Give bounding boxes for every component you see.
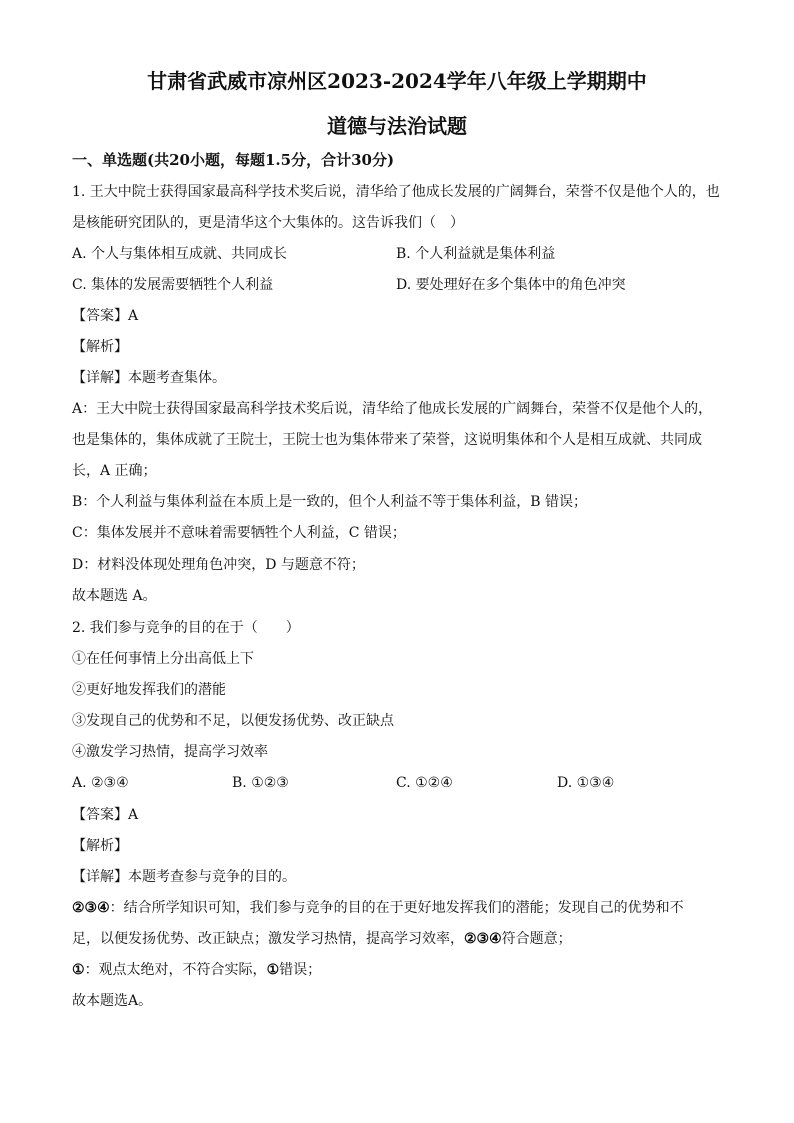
q2-explain-line2 [72, 929, 572, 949]
q1-option-a: A. 个人与集体相互成就、共同成长 [72, 246, 288, 262]
q1-answer: 【答案】A [72, 308, 139, 324]
q1-explain-a-line3: 长，A 正确； [72, 463, 157, 479]
q1-explain-d: D：材料没体现处理角色冲突，D 与题意不符； [72, 557, 365, 573]
q1-analysis-label: 【解析】 [72, 339, 128, 355]
q2-item-3: ③发现自己的优势和不足，以便发扬优势、改正缺点 [72, 713, 394, 729]
q1-explain-b: B：个人利益与集体利益在本质上是一致的，但个人利益不等于集体利益，B 错误； [72, 494, 588, 510]
q2-explain-text: 错误； [279, 962, 322, 978]
q2-stem: 2. 我们参与竞争的目的在于（ ） [72, 620, 300, 636]
q2-explain-mark: ① [72, 962, 85, 978]
section-heading: 一、单选题(共20小题，每题1.5分，合计30分) [72, 151, 395, 169]
q2-item-2: ②更好地发挥我们的潜能 [72, 682, 226, 698]
q2-conclusion: 故本题选A。 [72, 993, 153, 1009]
q2-answer: 【答案】A [72, 807, 139, 823]
q1-explain-a-line2: 也是集体的，集体成就了王院士，王院士也为集体带来了荣誉，这说明集体和个人是相互成就、共同成 [72, 432, 702, 448]
q1-detail: 【详解】本题考查集体。 [72, 370, 226, 386]
q2-explain-text: 符合题意； [501, 931, 572, 947]
q2-explain-line1 [72, 898, 684, 918]
q1-option-b: B. 个人利益就是集体利益 [396, 246, 556, 262]
q2-explain-mark: ① [266, 962, 280, 978]
q2-analysis-label: 【解析】 [72, 838, 128, 854]
q2-option-d: D. ①③④ [557, 775, 615, 791]
q2-option-c: C. ①②④ [396, 775, 453, 791]
q2-item-1: ①在任何事情上分出高低上下 [72, 651, 254, 667]
document-title: 甘肃省武威市凉州区2023-2024学年八年级上学期期中 [147, 69, 647, 93]
q2-explain-text: ：观点太绝对，不符合实际， [84, 962, 267, 978]
q2-item-4: ④激发学习热情，提高学习效率 [72, 744, 268, 760]
q2-detail: 【详解】本题考查参与竞争的目的。 [72, 869, 296, 885]
q2-explain-mark: ②③④ [464, 931, 502, 947]
q2-option-b: B. ①②③ [232, 775, 289, 791]
q1-option-d: D. 要处理好在多个集体中的角色冲突 [396, 277, 626, 293]
q1-stem-line1: 1. 王大中院士获得国家最高科学技术奖后说，清华给了他成长发展的广阔舞台，荣誉不仅是他个人的，也 [72, 184, 720, 200]
q2-explain-mark: ②③④ [72, 900, 110, 916]
q1-stem-line2: 是核能研究团队的，更是清华这个大集体的。这告诉我们（ ） [72, 215, 464, 231]
q2-explain-text: ：结合所学知识可知，我们参与竞争的目的在于更好地发挥我们的潜能；发现自己的优势和不 [109, 900, 684, 916]
q2-explain-text: 足，以便发扬优势、改正缺点；激发学习热情，提高学习效率， [72, 931, 464, 947]
q1-explain-a-line1: A：王大中院士获得国家最高科学技术奖后说，清华给了他成长发展的广阔舞台，荣誉不仅是他个人的， [72, 401, 713, 417]
q1-option-c: C. 集体的发展需要牺牲个人利益 [72, 277, 274, 293]
q2-option-a: A. ②③④ [72, 775, 129, 791]
q2-explain-line3 [72, 960, 321, 980]
document-subtitle: 道德与法治试题 [327, 114, 467, 138]
q1-conclusion: 故本题选 A。 [72, 588, 157, 604]
q1-explain-c: C：集体发展并不意味着需要牺牲个人利益，C 错误； [72, 525, 406, 541]
